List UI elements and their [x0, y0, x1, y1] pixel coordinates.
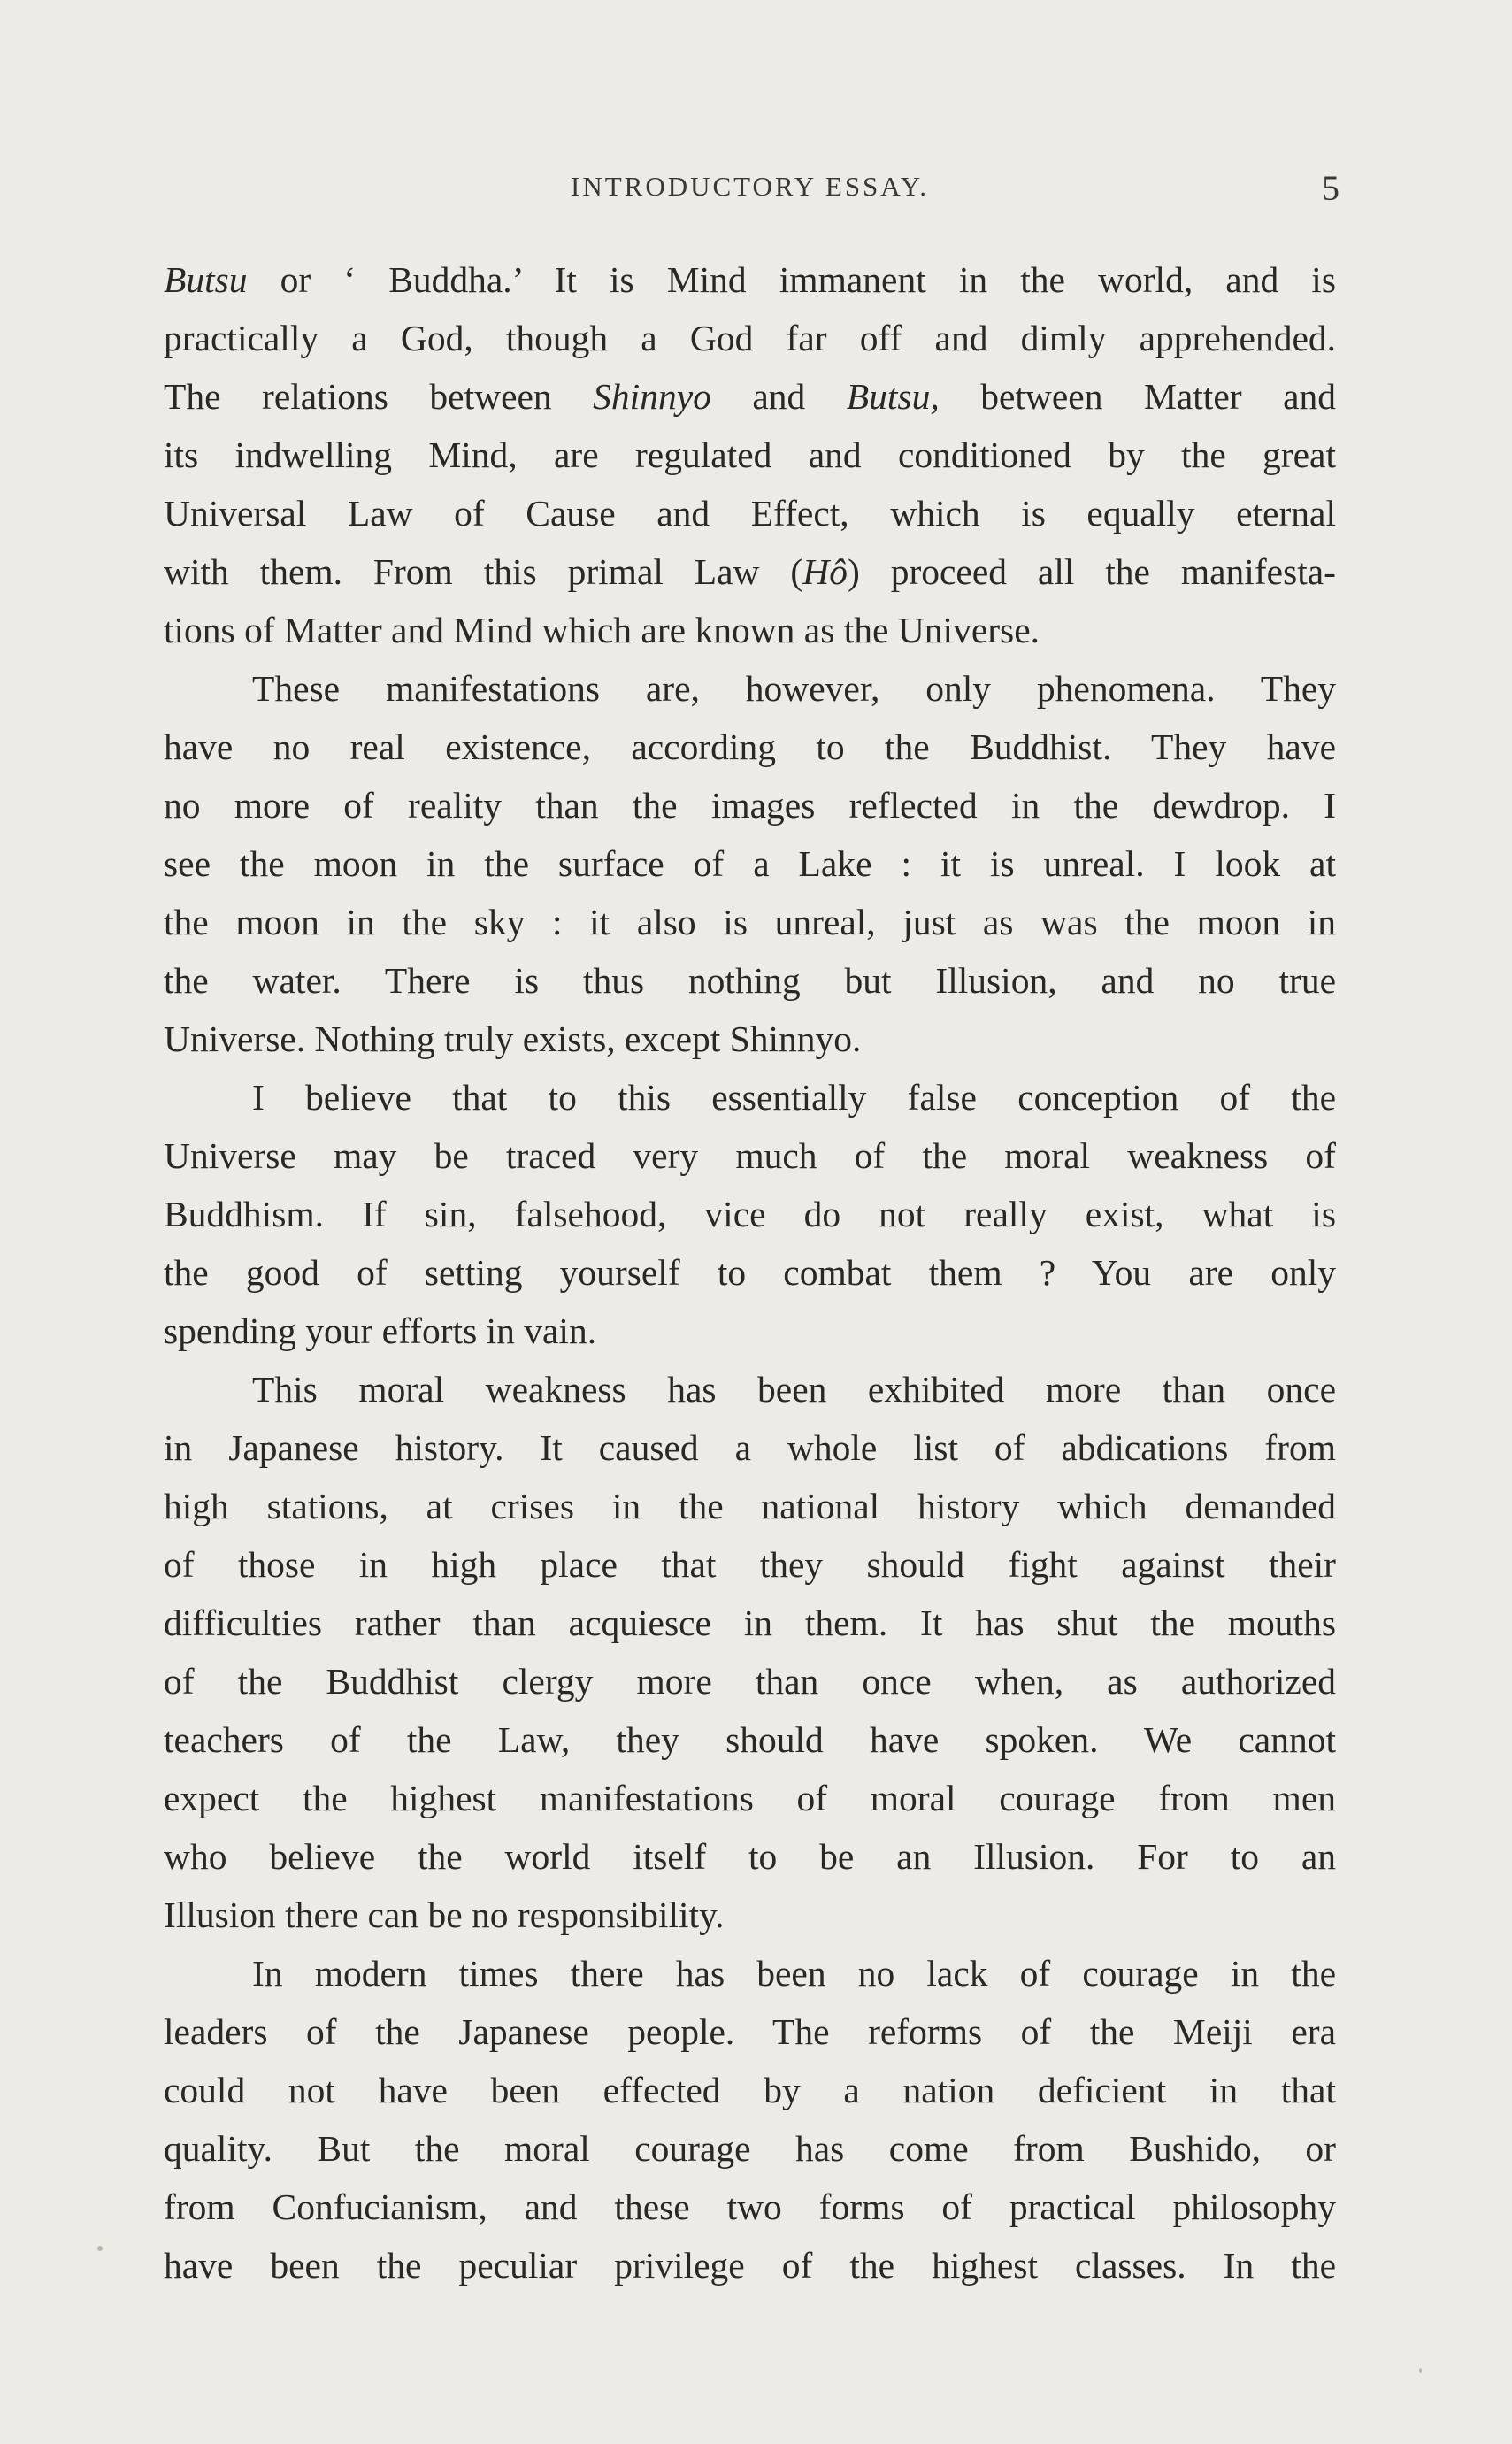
text-line — [164, 834, 1336, 893]
line-text: could not have been effected by a nation deficient in that — [164, 2070, 1336, 2110]
page-number: 5 — [1322, 168, 1339, 208]
line-text: and — [710, 376, 847, 417]
text-line — [164, 1418, 1336, 1477]
text-line — [164, 1535, 1336, 1594]
line-text: the moon in the sky : it also is unreal, just as was the moon in — [164, 902, 1336, 942]
text-line — [164, 1126, 1336, 1185]
line-text: the good of setting yourself to combat them ? You are only — [164, 1252, 1336, 1293]
line-text: quality. But the moral courage has come from Bushido, or — [164, 2128, 1336, 2169]
line-text: between Matter and — [939, 376, 1336, 417]
text-line — [164, 484, 1336, 542]
text-line — [164, 893, 1336, 951]
ink-speck — [1419, 2368, 1422, 2373]
text-line — [164, 1886, 1336, 1944]
running-head — [164, 168, 1339, 215]
line-text: see the moon in the surface of a Lake : it is unreal. I look at — [164, 843, 1336, 884]
line-text: leaders of the Japanese people. The reforms of the Meiji era — [164, 2011, 1336, 2052]
text-line — [164, 1827, 1336, 1886]
line-text: teachers of the Law, they should have spoken. We cannot — [164, 1719, 1336, 1760]
line-text: This moral weakness has been exhibited more than once — [252, 1369, 1336, 1410]
text-line — [164, 426, 1336, 484]
line-text: of the Buddhist clergy more than once when, as authorized — [164, 1661, 1336, 1702]
text-line — [164, 659, 1336, 718]
text-line — [164, 1068, 1336, 1126]
line-text: have no real existence, according to the Buddhist. They have — [164, 726, 1336, 767]
text-line — [164, 951, 1336, 1010]
text-line — [164, 2061, 1336, 2119]
text-line — [164, 1243, 1336, 1302]
line-text: the water. There is thus nothing but Illusion, and no true — [164, 960, 1336, 1001]
line-text: spending your efforts in vain. — [164, 1310, 597, 1351]
text-line — [164, 1185, 1336, 1243]
line-text: of those in high place that they should fight against their — [164, 1544, 1336, 1585]
ink-speck — [97, 2246, 103, 2251]
line-text: high stations, at crises in the national history which demanded — [164, 1486, 1336, 1526]
text-line — [164, 1302, 1336, 1360]
text-line — [164, 2236, 1336, 2294]
line-text: who believe the world itself to be an Illusion. For to an — [164, 1836, 1336, 1877]
text-line — [164, 367, 1336, 426]
text-line — [164, 2178, 1336, 2236]
text-line — [164, 1944, 1336, 2002]
text-line — [164, 250, 1336, 309]
text-line — [164, 1594, 1336, 1652]
line-text: difficulties rather than acquiesce in them. It has shut the mouths — [164, 1602, 1336, 1643]
text-line — [164, 309, 1336, 367]
line-text: Illusion there can be no responsibility. — [164, 1894, 725, 1935]
line-text: Universe. Nothing truly exists, except Shinnyo. — [164, 1018, 862, 1059]
line-text: its indwelling Mind, are regulated and conditioned by the great — [164, 434, 1336, 475]
text-line — [164, 1652, 1336, 1710]
line-text: or ‘ Buddha.’ It is Mind immanent in the world, and is — [247, 259, 1336, 300]
text-line — [164, 542, 1336, 601]
line-text: tions of Matter and Mind which are known as the Universe. — [164, 610, 1040, 650]
line-text: ) proceed all the manifesta- — [847, 551, 1337, 592]
line-text: have been the peculiar privilege of the highest classes. In the — [164, 2245, 1336, 2286]
text-line — [164, 2002, 1336, 2061]
running-title: INTRODUCTORY ESSAY. — [571, 171, 929, 202]
line-text: practically a God, though a God far off and dimly apprehended. — [164, 318, 1336, 358]
line-text: in Japanese history. It caused a whole list of abdications from — [164, 1427, 1336, 1468]
line-text: expect the highest manifestations of moral courage from men — [164, 1778, 1336, 1818]
text-line — [164, 718, 1336, 776]
italic-term: Butsu — [164, 259, 248, 300]
text-line — [164, 1010, 1336, 1068]
text-line — [164, 1477, 1336, 1535]
italic-term: Hô — [802, 551, 848, 592]
line-text: I believe that to this essentially false conception of the — [252, 1077, 1336, 1118]
text-line — [164, 2119, 1336, 2178]
line-text: The relations between — [164, 376, 594, 417]
line-text: from Confucianism, and these two forms of practical philosophy — [164, 2187, 1336, 2227]
italic-term: Shinnyo — [593, 376, 711, 417]
italic-term: Butsu, — [846, 376, 940, 417]
body-text — [164, 250, 1336, 2294]
text-line — [164, 776, 1336, 834]
text-line — [164, 1769, 1336, 1827]
line-text: Buddhism. If sin, falsehood, vice do not really exist, what is — [164, 1194, 1336, 1234]
line-text: with them. From this primal Law ( — [164, 551, 803, 592]
line-text: Universal Law of Cause and Effect, which is equally eternal — [164, 493, 1336, 534]
line-text: Universe may be traced very much of the moral weakness of — [164, 1135, 1336, 1176]
text-line — [164, 1710, 1336, 1769]
text-line — [164, 1360, 1336, 1418]
line-text: In modern times there has been no lack of courage in the — [252, 1953, 1336, 1994]
text-line — [164, 601, 1336, 659]
line-text: no more of reality than the images reflected in the dewdrop. I — [164, 785, 1336, 826]
line-text: These manifestations are, however, only phenomena. They — [252, 668, 1336, 709]
